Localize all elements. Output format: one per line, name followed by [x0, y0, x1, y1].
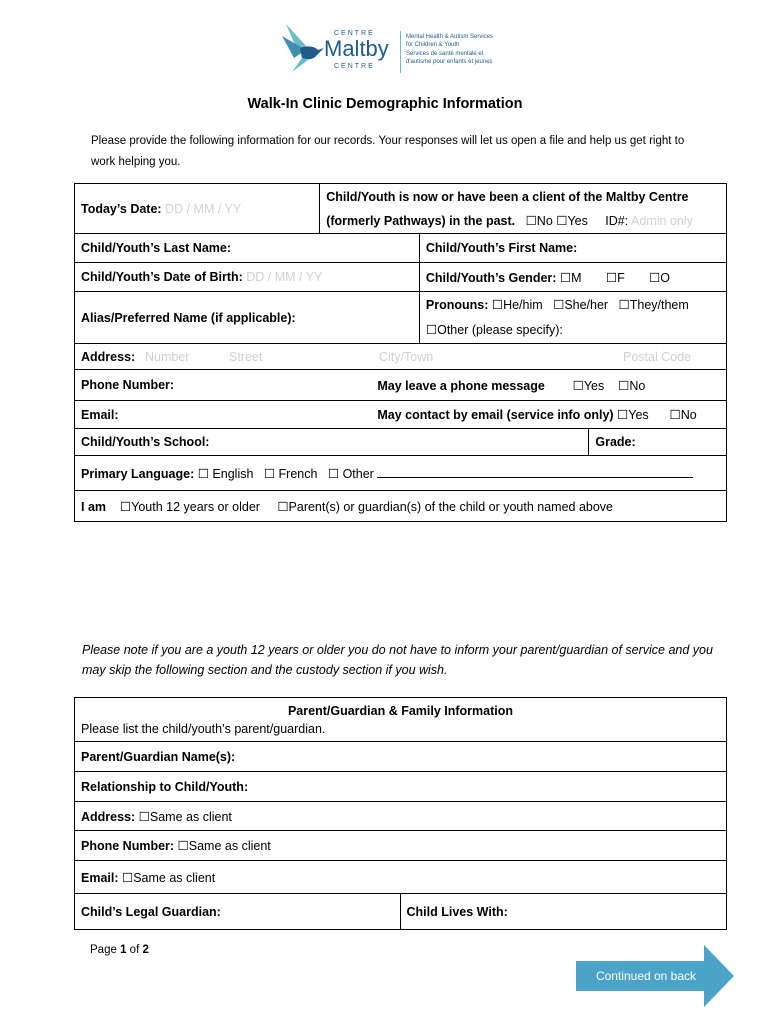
no-label: No: [536, 213, 553, 228]
prior-client-line2-text: (formerly Pathways) in the past.: [326, 213, 516, 228]
phone-message-cell: [377, 370, 726, 401]
gender-f-checkbox[interactable]: [606, 271, 617, 285]
id-field[interactable]: Admin only: [631, 213, 693, 228]
parent-names-label: Parent/Guardian Name(s):: [81, 749, 236, 764]
i-am-parent-label: Parent(s) or guardian(s) of the child or youth named above: [288, 499, 614, 514]
parent-info-table: [74, 697, 727, 930]
email-contact-label: May contact by email (service info only): [377, 408, 614, 422]
parent-phone-same-checkbox[interactable]: [178, 839, 189, 853]
pronoun-she-checkbox[interactable]: [553, 298, 564, 312]
first-name-label: Child/Youth’s First Name:: [425, 241, 578, 255]
gender-f-label: F: [617, 270, 625, 285]
last-name-field[interactable]: [75, 234, 420, 263]
prior-client-line1: Child/Youth is now or have been a client of the Maltby Centre: [326, 189, 689, 204]
language-cell: [75, 456, 727, 491]
email-contact-cell: [377, 401, 726, 429]
prior-client-cell: [320, 184, 727, 234]
lang-english-label: English: [212, 467, 254, 481]
i-am-youth-checkbox[interactable]: [120, 500, 131, 514]
prior-client-yes-checkbox[interactable]: [556, 214, 567, 228]
address-street-placeholder: Street: [229, 350, 263, 364]
i-am-youth-label: Youth 12 years or older: [131, 499, 260, 514]
parent-email-same-label: Same as client: [133, 870, 216, 885]
continued-on-back-arrow: [576, 945, 736, 1007]
lang-other-label: Other: [342, 467, 374, 481]
phone-yes-label: Yes: [583, 378, 605, 393]
lang-french-label: French: [278, 467, 318, 481]
phone-no-label: No: [629, 378, 646, 393]
lang-other-input-line[interactable]: [377, 465, 693, 478]
yes-label: Yes: [567, 213, 588, 228]
lives-with-label: Child Lives With:: [406, 904, 508, 919]
parent-address-field[interactable]: [75, 802, 727, 831]
parent-email-field[interactable]: [75, 861, 727, 894]
phone-message-yes-checkbox[interactable]: [573, 379, 584, 393]
phone-message-no-checkbox[interactable]: [618, 379, 629, 393]
lang-french-checkbox[interactable]: [264, 467, 275, 481]
page-total: 2: [142, 944, 149, 956]
pronoun-she-label: She/her: [564, 297, 609, 312]
gender-cell: [419, 263, 726, 292]
i-am-label: I am: [81, 499, 107, 514]
prior-client-line2: [326, 209, 720, 233]
id-label: ID#:: [605, 213, 629, 228]
gender-o-checkbox[interactable]: [649, 271, 660, 285]
intro-text: Please provide the following information for our records. Your responses will let us open a file and help us get right to work helping you.: [91, 135, 685, 168]
gender-o-label: O: [660, 270, 670, 285]
dob-field[interactable]: DD / MM / YY: [246, 270, 323, 284]
relationship-label: Relationship to Child/Youth:: [81, 779, 249, 794]
youth-note: Please note if you are a youth 12 years or older you do not have to inform your parent/guardian of service and you may skip the following section and the custody section if you wish.: [82, 643, 713, 677]
pronoun-other-checkbox[interactable]: [426, 323, 437, 337]
email-label: Email:: [81, 407, 119, 422]
phone-field[interactable]: [75, 370, 420, 401]
dob-cell[interactable]: [75, 263, 420, 292]
lang-english-checkbox[interactable]: [198, 467, 209, 481]
parent-phone-same-label: Same as client: [188, 839, 271, 853]
hummingbird-icon: [278, 18, 328, 74]
logo-divider: [400, 31, 401, 73]
parent-address-same-checkbox[interactable]: [139, 810, 150, 824]
relationship-field[interactable]: [75, 772, 727, 802]
page-number: [90, 944, 149, 956]
parent-address-same-label: Same as client: [149, 809, 232, 824]
last-name-label: Child/Youth’s Last Name:: [81, 241, 232, 255]
i-am-cell: [75, 491, 727, 522]
page-current: 1: [120, 944, 127, 956]
todays-date-field[interactable]: DD / MM / YY: [165, 201, 242, 216]
pronoun-he-label: He/him: [503, 297, 543, 312]
parent-heading: Parent/Guardian & Family Information: [287, 703, 514, 718]
gender-m-checkbox[interactable]: [560, 271, 571, 285]
pronoun-they-checkbox[interactable]: [619, 298, 630, 312]
lives-with-field[interactable]: [400, 894, 726, 930]
logo-centre-top: CENTRE: [334, 30, 375, 37]
phone-label: Phone Number:: [81, 378, 175, 392]
address-field[interactable]: [75, 344, 727, 370]
parent-phone-field[interactable]: [75, 831, 727, 861]
prior-client-no-checkbox[interactable]: [526, 214, 537, 228]
pronoun-other-label: Other (please specify):: [437, 322, 563, 337]
todays-date-cell[interactable]: [75, 184, 320, 234]
parent-email-same-checkbox[interactable]: [122, 871, 133, 885]
parent-email-label: Email:: [81, 870, 119, 885]
email-field[interactable]: [75, 401, 420, 429]
pronouns-cell: [419, 292, 726, 344]
school-field[interactable]: [75, 429, 589, 456]
email-contact-yes-checkbox[interactable]: [617, 408, 628, 422]
language-label: Primary Language:: [81, 467, 195, 481]
grade-field[interactable]: [589, 429, 727, 456]
email-no-label: No: [680, 408, 697, 422]
email-yes-label: Yes: [628, 408, 649, 422]
continued-label: Continued on back: [595, 969, 697, 983]
lang-other-checkbox[interactable]: [328, 467, 339, 481]
address-number-placeholder: Number: [145, 350, 190, 364]
alias-label: Alias/Preferred Name (if applicable):: [81, 310, 296, 325]
address-postal-placeholder: Postal Code: [623, 350, 692, 364]
logo-centre-bottom: CENTRE: [334, 63, 375, 70]
dob-label: Child/Youth’s Date of Birth:: [81, 270, 243, 284]
email-contact-no-checkbox[interactable]: [670, 408, 681, 422]
i-am-parent-checkbox[interactable]: [277, 500, 288, 514]
address-label: Address:: [81, 349, 136, 364]
pronouns-label: Pronouns:: [425, 297, 489, 312]
pronoun-they-label: They/them: [629, 297, 689, 312]
gender-label: Child/Youth’s Gender:: [425, 270, 557, 285]
alias-field[interactable]: [75, 292, 420, 344]
logo-name: Maltby: [324, 36, 389, 61]
legal-guardian-field[interactable]: [75, 894, 401, 930]
maltby-logo: [278, 18, 508, 76]
page-title: Walk-In Clinic Demographic Information: [247, 96, 523, 112]
parent-heading-cell: [75, 698, 727, 742]
todays-date-label: Today’s Date:: [81, 201, 162, 216]
parent-names-field[interactable]: [75, 742, 727, 772]
parent-address-label: Address:: [81, 809, 136, 824]
school-label: Child/Youth’s School:: [81, 435, 210, 449]
pronoun-he-checkbox[interactable]: [492, 298, 503, 312]
page-of: of: [129, 944, 140, 956]
phone-message-label: May leave a phone message: [377, 378, 545, 393]
client-info-table: [74, 183, 727, 522]
legal-guardian-label: Child’s Legal Guardian:: [81, 904, 221, 919]
address-city-placeholder: City/Town: [379, 350, 434, 364]
logo-tagline: Mental Health & Autism Services for Children & Youth Services de santé mentale et d'autisme pour enfants et jeunes: [406, 34, 494, 66]
parent-subheading: Please list the child/youth’s parent/guardian.: [81, 721, 326, 736]
gender-m-label: M: [571, 270, 582, 285]
parent-phone-label: Phone Number:: [81, 839, 175, 853]
first-name-field[interactable]: [419, 234, 726, 263]
grade-label: Grade:: [595, 435, 636, 449]
page-word: Page: [90, 944, 117, 956]
